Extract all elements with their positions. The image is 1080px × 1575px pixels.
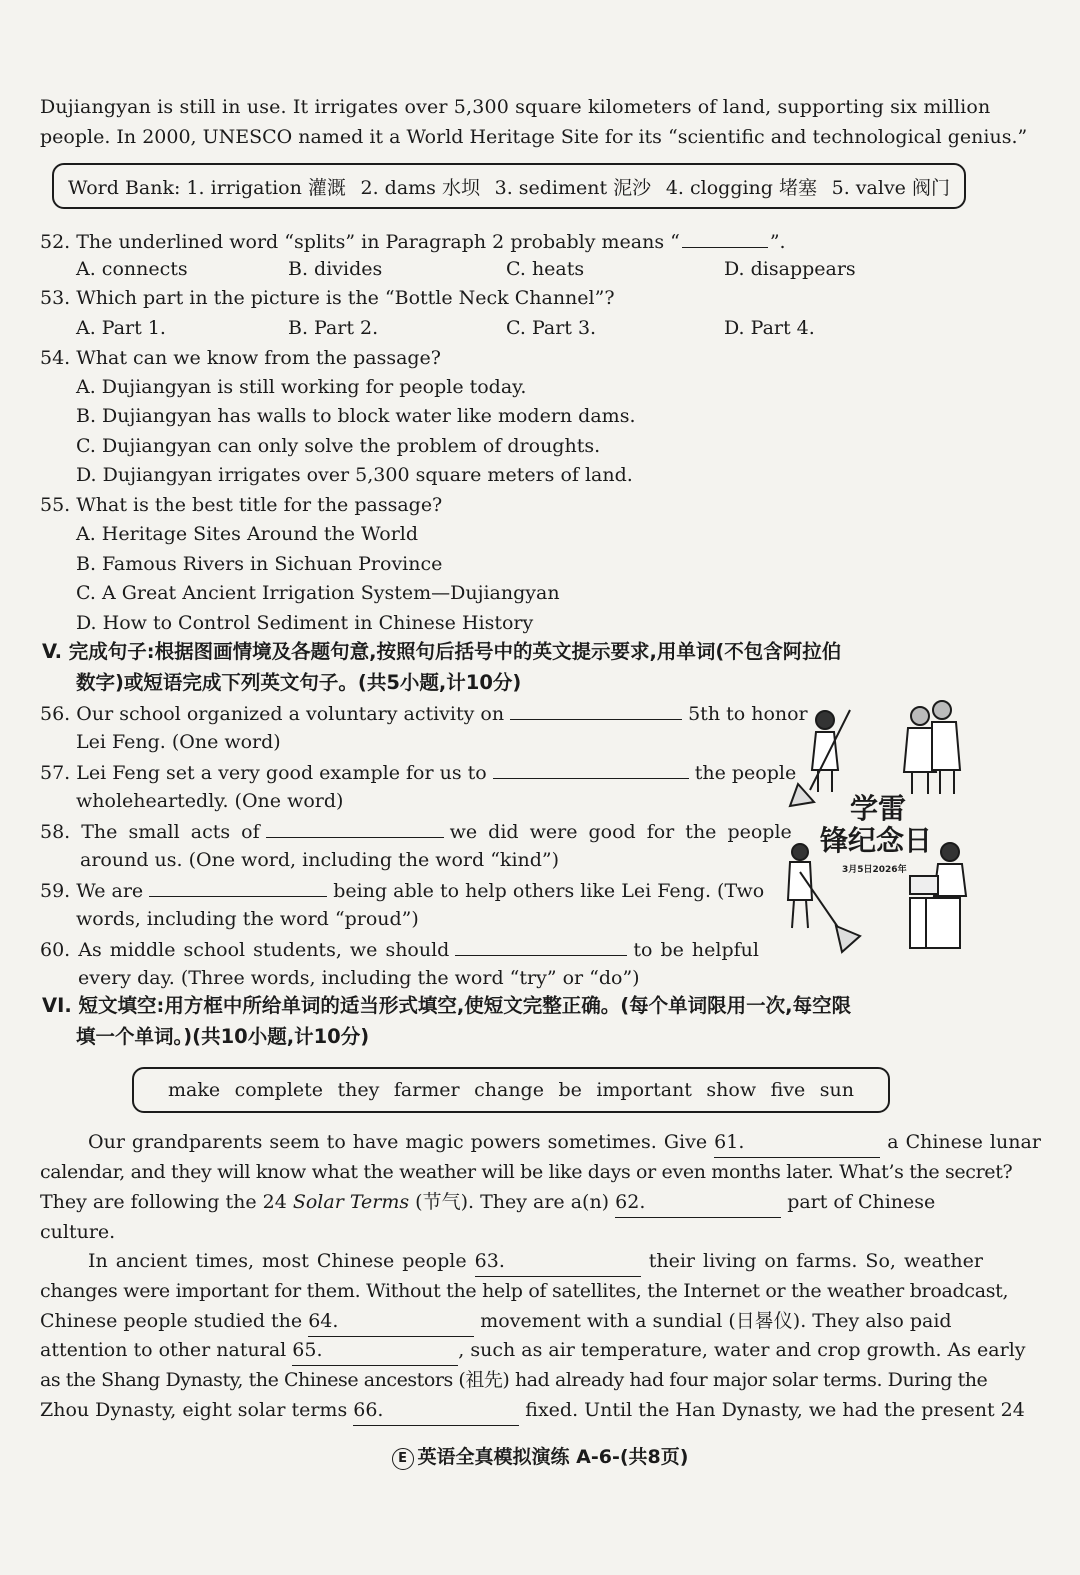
question-59: 59. We are being able to help others like Lei Feng. (Two <box>40 874 764 906</box>
passage-p2-line4: attention to other natural 65. , such as air temperature, water and crop growth. As early <box>40 1335 1026 1366</box>
blank-61[interactable]: 61. <box>714 1127 880 1158</box>
question-53-stem: 53. Which part in the picture is the “Bottle Neck Channel”? <box>40 287 615 309</box>
question-54-stem: 54. What can we know from the passage? <box>40 347 441 369</box>
illustration-date: 3月5日2026年 <box>842 865 907 875</box>
word-box-item: change <box>474 1079 544 1101</box>
question-55-stem: 55. What is the best title for the passage? <box>40 494 443 516</box>
question-52-stem: 52. The underlined word “splits” in Paragraph 2 probably means “ ”. <box>40 225 786 257</box>
page-footer: E 英语全真模拟演练 A-6-(共8页) <box>0 1442 1080 1470</box>
word-box <box>132 1067 890 1113</box>
question-60-cont: every day. (Three words, including the word “try” or “do”) <box>78 967 640 989</box>
volunteer-drawing <box>780 700 990 960</box>
passage-p1-line1: Our grandparents seem to have magic powers sometimes. Give 61. a Chinese lunar <box>88 1127 1041 1158</box>
blank-62[interactable]: 62. <box>615 1187 781 1218</box>
question-58-cont: around us. (One word, including the word “kind”) <box>80 849 560 871</box>
word-box-item: five <box>770 1079 806 1101</box>
word-box-item: show <box>706 1079 757 1101</box>
word-bank-item: 4. clogging 堵塞 <box>665 176 817 199</box>
intro-line-2: people. In 2000, UNESCO named it a World Heritage Site for its “scientific and technological genius.” <box>40 126 1028 148</box>
blank-63[interactable]: 63. <box>475 1246 641 1277</box>
section-6-heading: VI. 短文填空:用方框中所给单词的适当形式填空,使短文完整正确。(每个单词限用一次,每空限 填一个单词。)(共10小题,计10分) <box>42 994 852 1048</box>
word-box-item: farmer <box>393 1079 460 1101</box>
word-bank-item: 2. dams 水坝 <box>360 176 480 199</box>
question-56: 56. Our school organized a voluntary activity on 5th to honor <box>40 697 808 729</box>
intro-line-1: Dujiangyan is still in use. It irrigates over 5,300 square kilometers of land, supporting six million <box>40 96 991 118</box>
answer-blank[interactable] <box>266 815 444 838</box>
word-bank-box <box>52 163 966 209</box>
option-c[interactable]: C. Part 3. <box>506 317 597 339</box>
word-bank-item: 3. sediment 泥沙 <box>494 176 652 199</box>
option-c[interactable]: C. A Great Ancient Irrigation System—Dujiangyan <box>76 582 560 604</box>
option-b[interactable]: B. Dujiangyan has walls to block water like modern dams. <box>76 405 636 427</box>
answer-blank[interactable] <box>493 756 689 779</box>
edition-badge-icon: E <box>392 1448 414 1470</box>
option-a[interactable]: A. Heritage Sites Around the World <box>76 523 419 545</box>
word-box-item: be <box>558 1079 582 1101</box>
passage-p2-line1: In ancient times, most Chinese people 63. their living on farms. So, weather <box>88 1246 983 1277</box>
passage-p2-line3: Chinese people studied the 64. movement with a sundial (日晷仪). They also paid <box>40 1306 952 1337</box>
section-5-heading: V. 完成句子:根据图画情境及各题句意,按照句后括号中的英文提示要求,用单词(不包含阿拉伯 数字)或短语完成下列英文句子。(共5小题,计10分) <box>42 640 842 694</box>
option-d[interactable]: D. Part 4. <box>724 317 815 339</box>
passage-p1-line2: calendar, and they will know what the weather will be like days or even months later. What’s the secret? <box>40 1161 1013 1183</box>
word-box-item: complete <box>234 1079 324 1101</box>
word-bank-label: Word Bank: 1. irrigation 灌溉 <box>68 176 346 199</box>
option-a[interactable]: A. Dujiangyan is still working for people today. <box>76 376 527 398</box>
passage-p2-line2: changes were important for them. Without the help of satellites, the Internet or the weather broadcast, <box>40 1280 1009 1302</box>
word-box-item: important <box>596 1079 692 1101</box>
question-57-cont: wholeheartedly. (One word) <box>76 790 344 812</box>
answer-blank[interactable] <box>455 933 627 956</box>
passage-p1-line4: culture. <box>40 1221 116 1243</box>
option-a[interactable]: A. Part 1. <box>76 317 166 339</box>
word-box-item: make <box>168 1079 221 1101</box>
passage-p2-line5: as the Shang Dynasty, the Chinese ancestors (祖先) had already had four major solar terms. During the <box>40 1369 988 1391</box>
illustration-title-2: 锋纪念日 <box>820 824 933 857</box>
passage-p1-line3: They are following the 24 Solar Terms (节气). They are a(n) 62. part of Chinese <box>40 1187 935 1218</box>
option-c[interactable]: C. heats <box>506 258 585 280</box>
option-d[interactable]: D. How to Control Sediment in Chinese History <box>76 612 534 634</box>
answer-blank[interactable] <box>682 225 768 248</box>
word-bank-item: 5. valve 阀门 <box>831 176 950 199</box>
question-57: 57. Lei Feng set a very good example for us to the people <box>40 756 796 788</box>
option-b[interactable]: B. Part 2. <box>288 317 379 339</box>
question-58: 58. The small acts of we did were good for the people <box>40 815 792 847</box>
blank-65[interactable]: 65. <box>292 1335 458 1366</box>
answer-blank[interactable] <box>510 697 682 720</box>
passage-p2-line6: Zhou Dynasty, eight solar terms 66. fixed. Until the Han Dynasty, we had the present 24 <box>40 1395 1025 1426</box>
lei-feng-day-illustration <box>780 700 990 960</box>
blank-66[interactable]: 66. <box>353 1395 519 1426</box>
option-d[interactable]: D. disappears <box>724 258 856 280</box>
question-60: 60. As middle school students, we should to be helpful <box>40 933 759 965</box>
option-b[interactable]: B. divides <box>288 258 383 280</box>
word-box-item: they <box>337 1079 380 1101</box>
option-d[interactable]: D. Dujiangyan irrigates over 5,300 square meters of land. <box>76 464 633 486</box>
question-56-cont: Lei Feng. (One word) <box>76 731 281 753</box>
word-box-item: sun <box>819 1079 854 1101</box>
blank-64[interactable]: 64. <box>308 1306 474 1337</box>
option-c[interactable]: C. Dujiangyan can only solve the problem of droughts. <box>76 435 601 457</box>
question-59-cont: words, including the word “proud”) <box>76 908 419 930</box>
answer-blank[interactable] <box>149 874 327 897</box>
illustration-title-1: 学雷 <box>850 792 907 825</box>
option-b[interactable]: B. Famous Rivers in Sichuan Province <box>76 553 443 575</box>
option-a[interactable]: A. connects <box>76 258 188 280</box>
